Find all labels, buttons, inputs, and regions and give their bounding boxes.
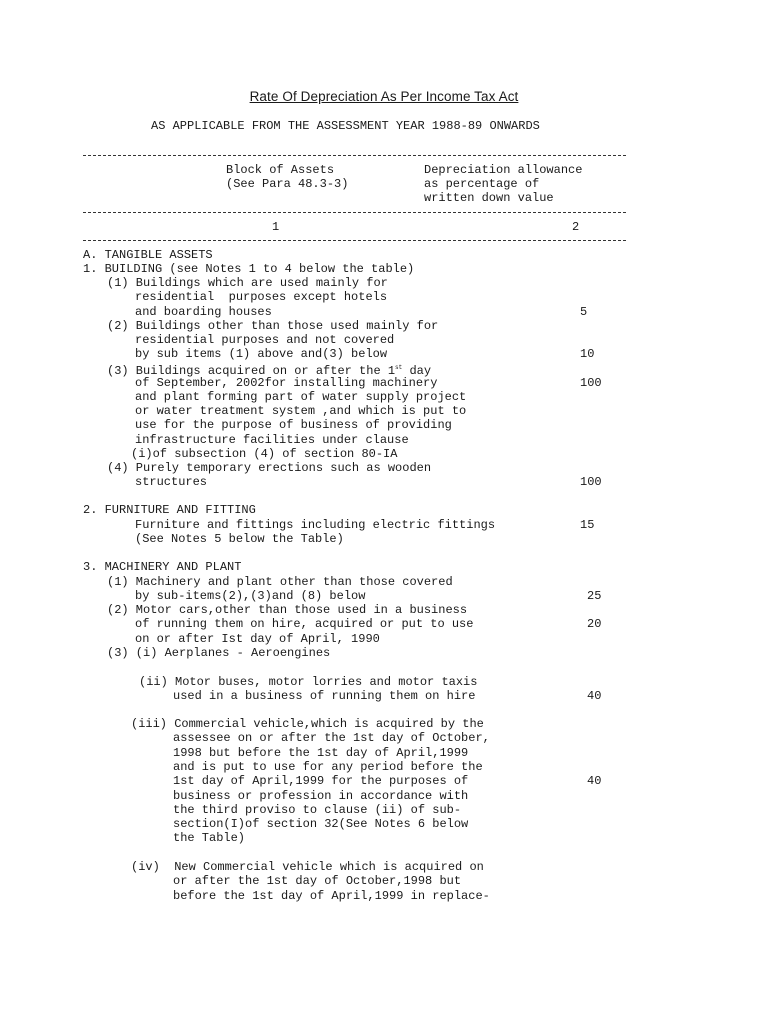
- column-number-1: 1: [272, 220, 280, 234]
- header-dep-line1: Depreciation allowance: [424, 163, 583, 177]
- machinery-sub-iii-line: business or profession in accordance with: [173, 789, 469, 803]
- machinery-item-2-line: on or after Ist day of April, 1990: [135, 632, 380, 646]
- building-item-3-line: (3) Buildings acquired on or after the 1st day: [107, 364, 432, 378]
- header-block-line2: (See Para 48.3-3): [226, 177, 349, 191]
- building-item-1-line: residential purposes except hotels: [135, 290, 388, 304]
- divider-header-bottom: [83, 212, 626, 213]
- header-dep-line3: written down value: [424, 191, 554, 205]
- building-item-3-line: infrastructure facilities under clause: [135, 433, 409, 447]
- machinery-sub-iii-line: the Table): [173, 831, 246, 845]
- furniture-line: (See Notes 5 below the Table): [135, 532, 344, 546]
- section-3-heading: 3. MACHINERY AND PLANT: [83, 560, 242, 574]
- machinery-sub-iv-line: or after the 1st day of October,1998 but: [173, 874, 462, 888]
- rate-value: 100: [580, 475, 602, 489]
- building-item-1-line: and boarding houses: [135, 305, 272, 319]
- divider-top: [83, 155, 626, 156]
- machinery-sub-iv-line: before the 1st day of April,1999 in replace-: [173, 889, 490, 903]
- machinery-sub-iv-line: (iv) New Commercial vehicle which is acquired on: [131, 860, 484, 874]
- column-number-2: 2: [572, 220, 580, 234]
- rate-value: 15: [580, 518, 595, 532]
- rate-value: 20: [587, 617, 602, 631]
- building-item-2-line: residential purposes and not covered: [135, 333, 395, 347]
- machinery-sub-iii-line: section(I)of section 32(See Notes 6 below: [173, 817, 469, 831]
- section-2-heading: 2. FURNITURE AND FITTING: [83, 503, 256, 517]
- rate-value: 40: [587, 689, 602, 703]
- building-item-4-line: structures: [135, 475, 208, 489]
- building-item-3-line: and plant forming part of water supply project: [135, 390, 467, 404]
- building-item-2-line: by sub items (1) above and(3) below: [135, 347, 388, 361]
- section-1-heading: 1. BUILDING (see Notes 1 to 4 below the table): [83, 262, 415, 276]
- header-dep-line2: as percentage of: [424, 177, 540, 191]
- rate-value: 10: [580, 347, 595, 361]
- machinery-item-1-line: by sub-items(2),(3)and (8) below: [135, 589, 366, 603]
- header-block-line1: Block of Assets: [226, 163, 335, 177]
- machinery-sub-ii-line: used in a business of running them on hire: [173, 689, 476, 703]
- machinery-sub-iii-line: assessee on or after the 1st day of October,: [173, 731, 490, 745]
- building-item-1-line: (1) Buildings which are used mainly for: [107, 276, 388, 290]
- building-item-2-line: (2) Buildings other than those used mainly for: [107, 319, 439, 333]
- rate-value: 25: [587, 589, 602, 603]
- machinery-item-1-line: (1) Machinery and plant other than those covered: [107, 575, 453, 589]
- machinery-item-2-line: of running them on hire, acquired or put to use: [135, 617, 474, 631]
- building-item-3-line: (i)of subsection (4) of section 80-IA: [131, 447, 398, 461]
- rate-value: 100: [580, 376, 602, 390]
- building-item-3-line: use for the purpose of business of providing: [135, 418, 452, 432]
- building-item-3-line: of September, 2002for installing machinery: [135, 376, 438, 390]
- machinery-item-3-line: (3) (i) Aerplanes - Aeroengines: [107, 646, 331, 660]
- superscript-st: st: [395, 364, 403, 371]
- document-subtitle: AS APPLICABLE FROM THE ASSESSMENT YEAR 1988-89 ONWARDS: [151, 119, 540, 133]
- section-a-heading: A. TANGIBLE ASSETS: [83, 248, 213, 262]
- furniture-line: Furniture and fittings including electric fittings: [135, 518, 496, 532]
- machinery-sub-iii-line: (iii) Commercial vehicle,which is acquired by the: [131, 717, 484, 731]
- document-title: Rate Of Depreciation As Per Income Tax Act: [249, 89, 519, 104]
- rate-value: 5: [580, 305, 588, 319]
- machinery-item-2-line: (2) Motor cars,other than those used in a business: [107, 603, 468, 617]
- machinery-sub-iii-line: the third proviso to clause (ii) of sub-: [173, 803, 462, 817]
- rate-value: 40: [587, 774, 602, 788]
- machinery-sub-iii-line: and is put to use for any period before the: [173, 760, 483, 774]
- divider-columns: [83, 240, 626, 241]
- building-item-3-line: or water treatment system ,and which is put to: [135, 404, 467, 418]
- machinery-sub-ii-line: (ii) Motor buses, motor lorries and motor taxis: [139, 675, 478, 689]
- building-item-4-line: (4) Purely temporary erections such as wooden: [107, 461, 432, 475]
- machinery-sub-iii-line: 1998 but before the 1st day of April,1999: [173, 746, 469, 760]
- machinery-sub-iii-line: 1st day of April,1999 for the purposes of: [173, 774, 469, 788]
